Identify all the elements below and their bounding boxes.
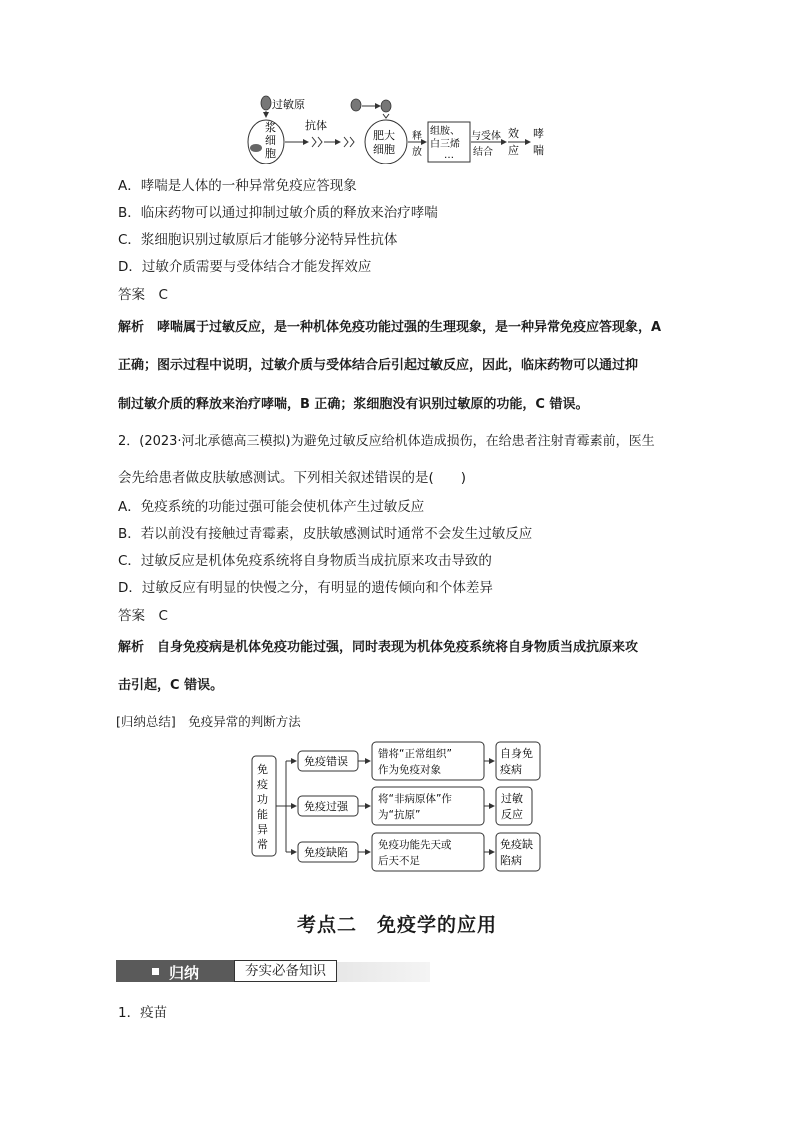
q1-option-c: C．浆细胞识别过敏原后才能够分泌特异性抗体 bbox=[118, 232, 398, 248]
q2-answer: 答案 C bbox=[118, 608, 168, 624]
q2-option-d: D．过敏反应有明显的快慢之分，有明显的遗传倾向和个体差异 bbox=[118, 580, 493, 596]
root-char-6: 常 bbox=[257, 838, 268, 851]
q1-analysis-2: 正确；图示过程中说明，过敏介质与受体结合后引起过敏反应，因此，临床药物可以通过抑 bbox=[118, 358, 639, 373]
plasma-cell-label-2: 细 bbox=[265, 134, 276, 147]
q1-option-a: A．哮喘是人体的一种异常免疫应答现象 bbox=[118, 178, 357, 194]
row2-result-1: 过敏 bbox=[501, 792, 523, 805]
q1-option-b: B．临床药物可以通过抑制过敏介质的释放来治疗哮喘 bbox=[118, 205, 438, 221]
antibody-label: 抗体 bbox=[305, 119, 327, 132]
root-char-1: 免 bbox=[257, 763, 268, 776]
row1-desc-1: 错将“正常组织” bbox=[378, 748, 452, 760]
row1-result-2: 疫病 bbox=[500, 763, 522, 776]
asthma-label-1: 哮 bbox=[533, 127, 544, 140]
banner-tag bbox=[116, 960, 234, 982]
allergen-icon bbox=[261, 96, 271, 110]
mast-cell-allergen-icon bbox=[351, 99, 361, 111]
item-1-vaccine: 1．疫苗 bbox=[118, 1005, 168, 1021]
row3-result-1: 免疫缺 bbox=[500, 838, 533, 851]
row1-result-1: 自身免 bbox=[500, 747, 533, 760]
row2-type: 免疫过强 bbox=[304, 800, 348, 813]
root-char-3: 功 bbox=[257, 793, 268, 806]
effect-label-2: 应 bbox=[508, 144, 519, 157]
q2-option-c: C．过敏反应是机体免疫系统将自身物质当成抗原来攻击导致的 bbox=[118, 553, 492, 569]
root-char-5: 异 bbox=[257, 823, 268, 836]
plasma-cell-label-1: 浆 bbox=[265, 121, 276, 134]
mast-cell-icon bbox=[365, 120, 407, 164]
mediators-label-3: … bbox=[444, 150, 454, 161]
root-char-4: 能 bbox=[257, 808, 268, 821]
q2-analysis-2: 击引起，C 错误。 bbox=[118, 678, 224, 693]
square-bullet-icon bbox=[152, 968, 159, 975]
q2-stem-1: 2．(2023·河北承德高三模拟)为避免过敏反应给机体造成损伤，在给患者注射青霉素前，医生 bbox=[118, 434, 655, 449]
receptor-label-2: 结合 bbox=[473, 147, 493, 158]
mast-cell-label-1: 肥大 bbox=[373, 129, 395, 142]
q1-analysis-1: 解析 哮喘属于过敏反应，是一种机体免疫功能过强的生理现象，是一种异常免疫应答现象，A bbox=[118, 320, 662, 335]
receptor-label-1: 与受体 bbox=[471, 131, 501, 142]
effect-label-1: 效 bbox=[508, 127, 519, 140]
banner-box: 夯实必备知识 bbox=[234, 960, 337, 982]
row2-result-2: 反应 bbox=[501, 808, 523, 821]
allergen-label: 过敏原 bbox=[272, 98, 305, 111]
section-banner bbox=[116, 960, 430, 984]
plasma-cell-label-3: 胞 bbox=[265, 147, 276, 160]
antibody-icon bbox=[312, 137, 322, 147]
row3-result-2: 陷病 bbox=[500, 854, 522, 867]
q2-option-b: B．若以前没有接触过青霉素，皮肤敏感测试时通常不会发生过敏反应 bbox=[118, 526, 533, 542]
row1-desc-2: 作为免疫对象 bbox=[378, 764, 441, 776]
q2-analysis-1: 解析 自身免疫病是机体免疫功能过强，同时表现为机体免疫系统将自身物质当成抗原来攻 bbox=[118, 640, 639, 655]
mast-cell-label-2: 细胞 bbox=[373, 143, 395, 156]
row1-type: 免疫错误 bbox=[304, 755, 348, 768]
row3-type: 免疫缺陷 bbox=[304, 846, 348, 859]
root-char-2: 疫 bbox=[257, 778, 268, 791]
release-label-2: 放 bbox=[412, 147, 422, 158]
allergy-mechanism-diagram bbox=[240, 92, 560, 164]
row2-desc-1: 将“非病原体”作 bbox=[378, 793, 452, 805]
q2-option-a: A．免疫系统的功能过强可能会使机体产生过敏反应 bbox=[118, 499, 425, 515]
banner-label: 归纳 bbox=[169, 964, 200, 982]
asthma-label-2: 喘 bbox=[533, 144, 544, 157]
mediators-label-1: 组胺、 bbox=[430, 126, 460, 137]
immune-abnormality-diagram bbox=[250, 738, 550, 874]
release-label-1: 释 bbox=[412, 131, 422, 142]
section-title: 考点二 免疫学的应用 bbox=[296, 914, 497, 936]
row3-desc-1: 免疫功能先天或 bbox=[378, 839, 452, 851]
row2-desc-2: 为“抗原” bbox=[378, 809, 421, 821]
q1-answer: 答案 C bbox=[118, 287, 168, 303]
q2-stem-2: 会先给患者做皮肤敏感测试。下列相关叙述错误的是( ) bbox=[118, 470, 467, 486]
q1-option-d: D．过敏介质需要与受体结合才能发挥效应 bbox=[118, 259, 372, 275]
row3-desc-2: 后天不足 bbox=[378, 855, 420, 867]
summary-heading: [归纳总结] 免疫异常的判断方法 bbox=[116, 714, 301, 729]
q1-analysis-3: 制过敏介质的释放来治疗哮喘，B 正确；浆细胞没有识别过敏原的功能，C 错误。 bbox=[118, 397, 589, 412]
mediators-label-2: 白三烯 bbox=[430, 139, 460, 150]
